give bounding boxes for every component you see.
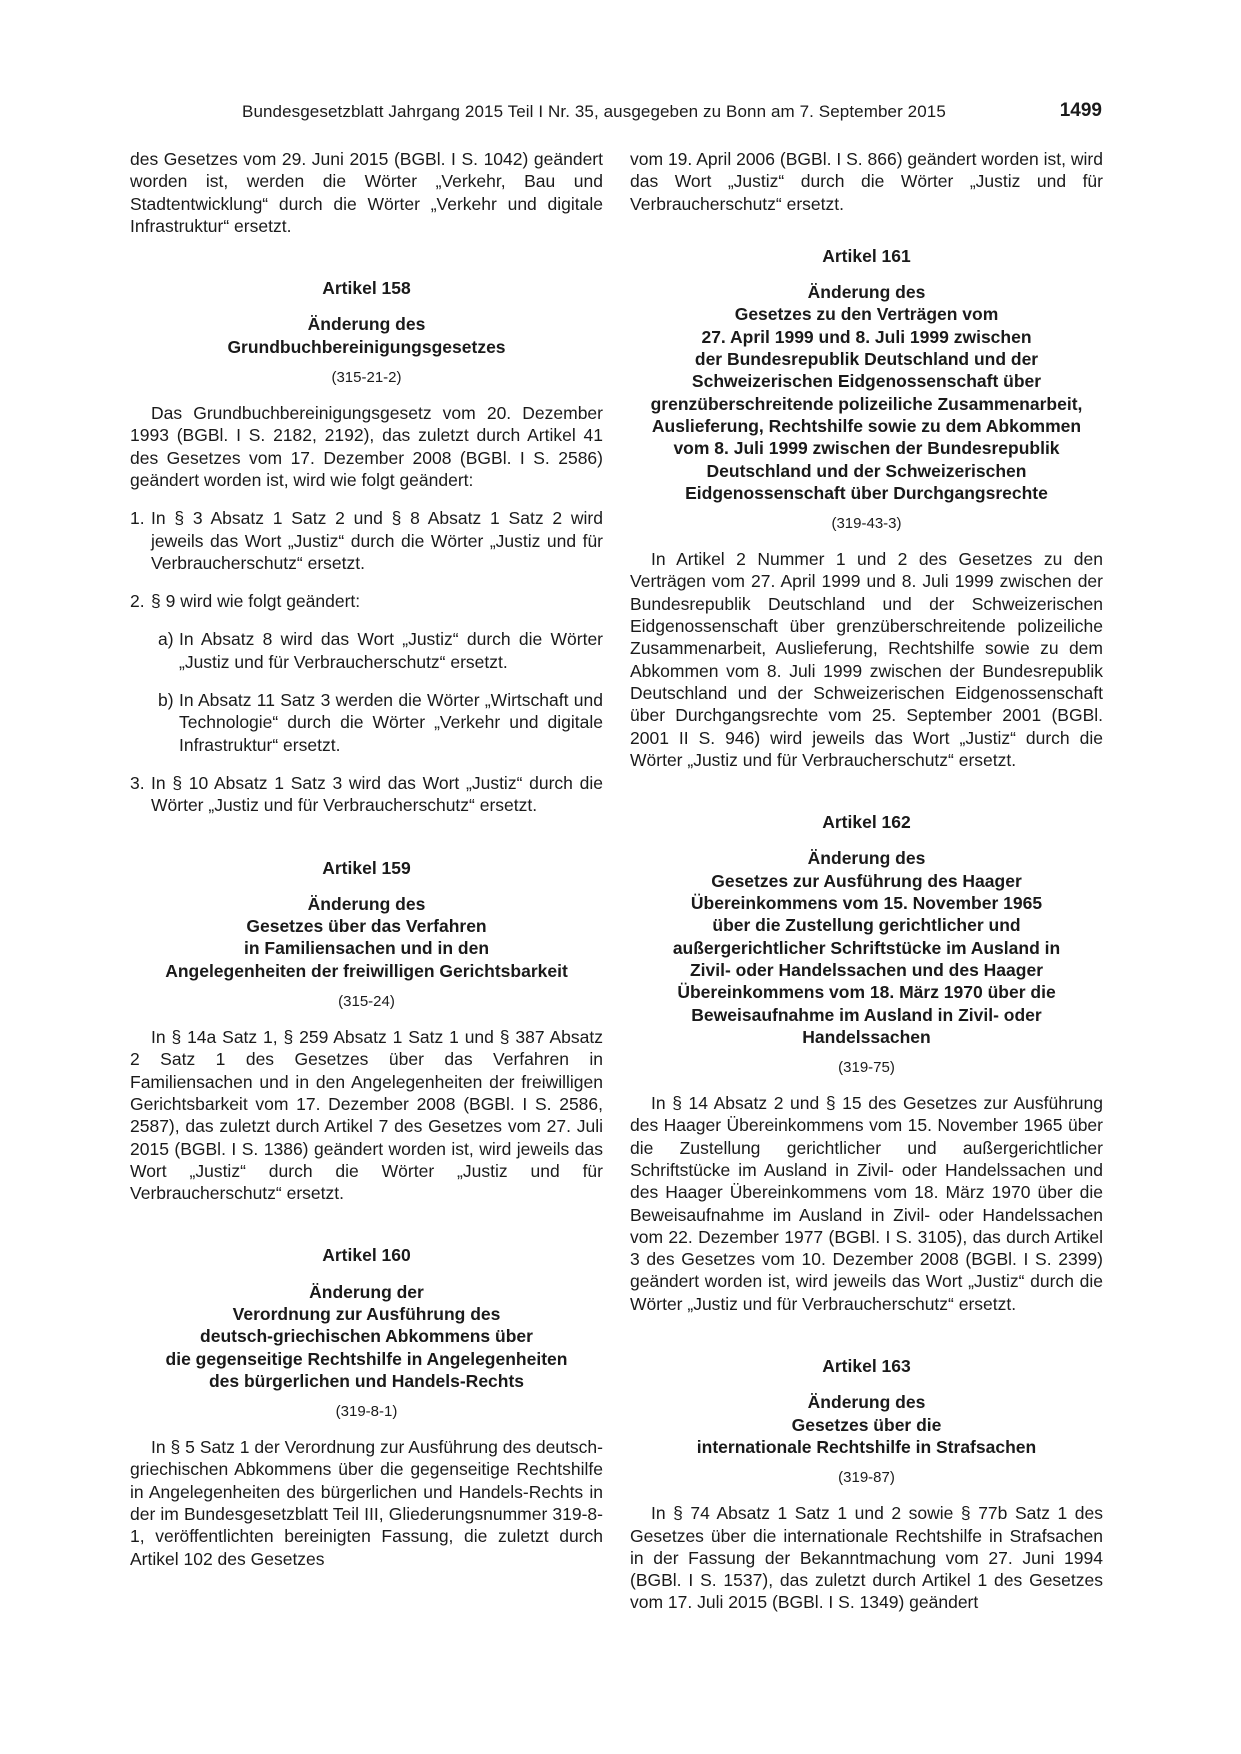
list-item bbox=[130, 590, 603, 612]
sub-list-item bbox=[130, 689, 603, 756]
list-item-text: In Absatz 11 Satz 3 werden die Wörter „Wirtschaft und Technologie“ durch die Wörter „Verkehr und digitale Infrastruktur“ ersetzt. bbox=[179, 690, 603, 755]
article-title: Änderung des Gesetzes zur Ausführung des Haager Übereinkommens vom 15. November 1965 über die Zustellung gerichtlicher und außergerichtlicher Schriftstücke im Ausland in Zivil- oder Handelssachen und des Haager Übereinkommens vom 18. März 1970 über die Beweisaufnahme im Ausland in Zivil- oder Handelssachen bbox=[672, 848, 1061, 1047]
list-marker: a) bbox=[158, 629, 174, 650]
list-item-text: In § 3 Absatz 1 Satz 2 und § 8 Absatz 1 Satz 2 wird jeweils das Wort „Justiz“ durch die Wörter „Justiz und für Verbraucherschutz“ ersetzt. bbox=[151, 508, 603, 573]
continuation-text: des Gesetzes vom 29. Juni 2015 (BGBl. I S. 1042) geändert worden ist, werden die Wörter „Verkehr, Bau und Stadtentwicklung“ durch die Wörter „Verkehr und digitale Infrastruktur“ ersetzt. bbox=[130, 149, 603, 236]
page-number: 1499 bbox=[1059, 100, 1102, 121]
article-title: Änderung des Gesetzes über das Verfahren in Familiensachen und in den Angelegenheiten der freiwilligen Gerichtsbarkeit bbox=[165, 893, 568, 981]
list-item-text: In Absatz 8 wird das Wort „Justiz“ durch die Wörter „Justiz und für Verbraucherschutz“ ersetzt. bbox=[179, 629, 603, 672]
article-body: In § 14 Absatz 2 und § 15 des Gesetzes zur Ausführung des Haager Übereinkommens vom 15. November 1965 über die Zustellung gerichtlicher und außergerichtlicher Schriftstücke im Ausland in Zivil- oder Handelssachen und des Haager Übereinkommens vom 18. März 1970 über die Beweisaufnahme im Ausland in Zivil- oder Handelssachen vom 22. Dezember 1977 (BGBl. I S. 3105), das durch Artikel 3 des Gesetzes vom 10. Dezember 2008 (BGBl. I S. 2399) geändert worden ist, wird jeweils das Wort „Justiz“ durch die Wörter „Justiz und für Verbraucherschutz“ ersetzt. bbox=[630, 1093, 1103, 1314]
fna-number: (319-8-1) bbox=[335, 1403, 398, 1421]
article-number: Artikel 160 bbox=[322, 1245, 411, 1266]
fna-number: (319-43-3) bbox=[831, 515, 902, 533]
fna-number: (315-24) bbox=[338, 993, 395, 1011]
list-marker: b) bbox=[158, 690, 174, 711]
article-number: Artikel 158 bbox=[322, 278, 411, 299]
article-number: Artikel 162 bbox=[822, 812, 911, 833]
article-title: Änderung des Gesetzes zu den Verträgen vom 27. April 1999 und 8. Juli 1999 zwischen der Bundesrepublik Deutschland und der Schweizerischen Eidgenossenschaft über grenzüberschreitende polizeiliche Zusammenarbeit, Auslieferung, Rechtshilfe sowie zu dem Abkommen vom 8. Juli 1999 zwischen der Bundesrepublik Deutschland und der Schweizerischen Eidgenossenschaft über Durchgangsrechte bbox=[650, 282, 1083, 503]
article-title: Änderung des Gesetzes über die internationale Rechtshilfe in Strafsachen bbox=[696, 1392, 1037, 1457]
list-marker: 1. bbox=[130, 508, 145, 529]
fna-number: (315-21-2) bbox=[331, 369, 402, 387]
left-column bbox=[130, 148, 603, 1570]
article-title: Änderung der Verordnung zur Ausführung des deutsch-griechischen Abkommens über die gegenseitige Rechtshilfe in Angelegenheiten des bürgerlichen und Handels-Rechts bbox=[165, 1281, 568, 1391]
article-body: In Artikel 2 Nummer 1 und 2 des Gesetzes zu den Verträgen vom 27. April 1999 und 8. Juli 1999 zwischen der Bundesrepublik Deutschland und der Schweizerischen Eidgenossenschaft über grenzüberschreitende polizeiliche Zusammenarbeit, Auslieferung, Rechtshilfe sowie zu dem Abkommen vom 8. Juli 1999 zwischen der Bundesrepublik Deutschland und der Schweizerischen Eidgenossenschaft über Durchgangsrechte vom 25. September 2001 (BGBl. 2001 II S. 946) wird jeweils das Wort „Justiz“ durch die Wörter „Justiz und für Verbraucherschutz“ ersetzt. bbox=[630, 549, 1103, 770]
running-header bbox=[232, 100, 1102, 126]
list-item-text: In § 10 Absatz 1 Satz 3 wird das Wort „Justiz“ durch die Wörter „Justiz und für Verbraucherschutz“ ersetzt. bbox=[151, 772, 603, 816]
right-column bbox=[630, 148, 1103, 1614]
list-marker: 3. bbox=[130, 772, 145, 793]
article-body: Das Grundbuchbereinigungsgesetz vom 20. Dezember 1993 (BGBl. I S. 2182, 2192), das zuletzt durch Artikel 41 des Gesetzes vom 17. Dezember 2008 (BGBl. I S. 2586) geändert worden ist, wird wie folgt geändert: bbox=[130, 403, 603, 490]
list-marker: 2. bbox=[130, 591, 145, 612]
sub-list-item bbox=[130, 628, 603, 673]
fna-number: (319-87) bbox=[838, 1469, 895, 1487]
article-body: In § 14a Satz 1, § 259 Absatz 1 Satz 1 und § 387 Absatz 2 Satz 1 des Gesetzes über das Verfahren in Familiensachen und in den Angelegenheiten der freiwilligen Gerichtsbarkeit vom 17. Dezember 2008 (BGBl. I S. 2586, 2587), das zuletzt durch Artikel 7 des Gesetzes vom 27. Juli 2015 (BGBl. I S. 1386) geändert worden ist, wird jeweils das Wort „Justiz“ durch die Wörter „Justiz und für Verbraucherschutz“ ersetzt. bbox=[130, 1027, 603, 1204]
running-title: Bundesgesetzblatt Jahrgang 2015 Teil I Nr. 35, ausgegeben zu Bonn am 7. September 2015 bbox=[242, 102, 946, 121]
article-number: Artikel 163 bbox=[822, 1356, 911, 1377]
article-number: Artikel 161 bbox=[822, 245, 911, 266]
list-item bbox=[130, 507, 603, 574]
list-item-text: § 9 wird wie folgt geändert: bbox=[151, 591, 361, 612]
list-item bbox=[130, 772, 603, 817]
article-body: In § 74 Absatz 1 Satz 1 und 2 sowie § 77b Satz 1 des Gesetzes über die internationale Rechtshilfe in Strafsachen in der Fassung der Bekanntmachung vom 27. Juni 1994 (BGBl. I S. 1537), das zuletzt durch Artikel 1 des Gesetzes vom 17. Juli 2015 (BGBl. I S. 1349) geändert bbox=[630, 1503, 1103, 1613]
article-body: In § 5 Satz 1 der Verordnung zur Ausführung des deutsch-griechischen Abkommens über die gegenseitige Rechtshilfe in Angelegenheiten des bürgerlichen und Handels-Rechts in der im Bundesgesetzblatt Teil III, Gliederungsnummer 319-8-1, veröffentlichten bereinigten Fassung, die zuletzt durch Artikel 102 des Gesetzes bbox=[130, 1437, 603, 1569]
article-number: Artikel 159 bbox=[322, 857, 411, 878]
fna-number: (319-75) bbox=[838, 1059, 895, 1077]
article-title: Änderung des Grundbuchbereinigungsgesetzes bbox=[227, 314, 506, 357]
continuation-text: vom 19. April 2006 (BGBl. I S. 866) geändert worden ist, wird das Wort „Justiz“ durch die Wörter „Justiz und für Verbraucherschutz“ ersetzt. bbox=[630, 149, 1103, 214]
